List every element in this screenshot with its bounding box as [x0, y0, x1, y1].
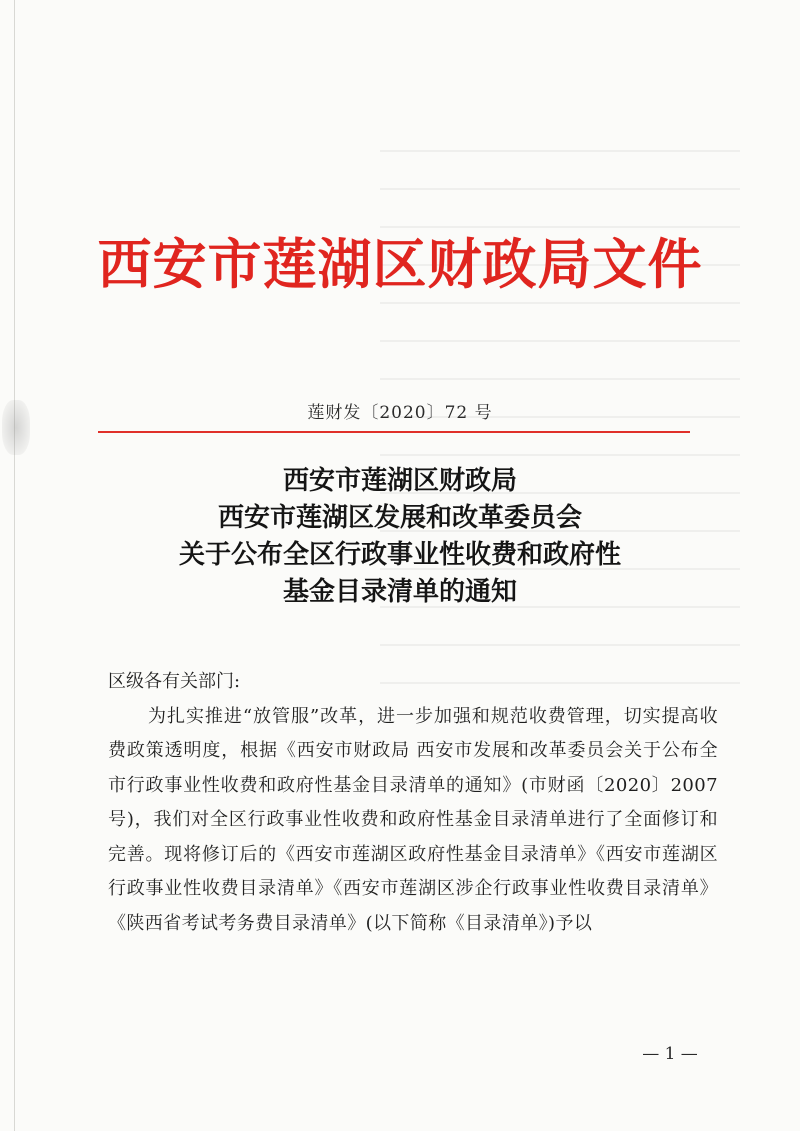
- notice-title-line-4: 基金目录清单的通知: [282, 577, 517, 607]
- document-body: [108, 665, 718, 941]
- red-separator-line: [98, 431, 690, 433]
- document-number: 莲财发〔2020〕72 号: [307, 403, 493, 423]
- body-paragraph: 为扎实推进“放管服”改革，进一步加强和规范收费管理，切实提高收费政策透明度，根据《西安市财政局 西安市发展和改革委员会关于公布全市行政事业性收费和政府性基金目录清单的通知》(市财函〔2020〕2007 号)，我们对全区行政事业性收费和政府性基金目录清单进行了全面修订和完善。现将修订后的《西安市莲湖区政府性基金目录清单》《西安市莲湖区行政事业性收费目录清单》《西安市莲湖区涉企行政事业性收费目录清单》《陕西省考试考务费目录清单》(以下简称《目录清单》)予以: [108, 705, 718, 934]
- notice-title-line-2: 西安市莲湖区发展和改革委员会: [217, 503, 582, 533]
- document-header-title: 西安市莲湖区财政局文件: [97, 232, 703, 296]
- page-number: — 1 —: [642, 1044, 698, 1064]
- notice-title-line-3: 关于公布全区行政事业性收费和政府性: [178, 540, 621, 570]
- notice-title: [0, 463, 800, 611]
- notice-title-line-1: 西安市莲湖区财政局: [282, 466, 517, 496]
- salutation: 区级各有关部门:: [108, 671, 241, 692]
